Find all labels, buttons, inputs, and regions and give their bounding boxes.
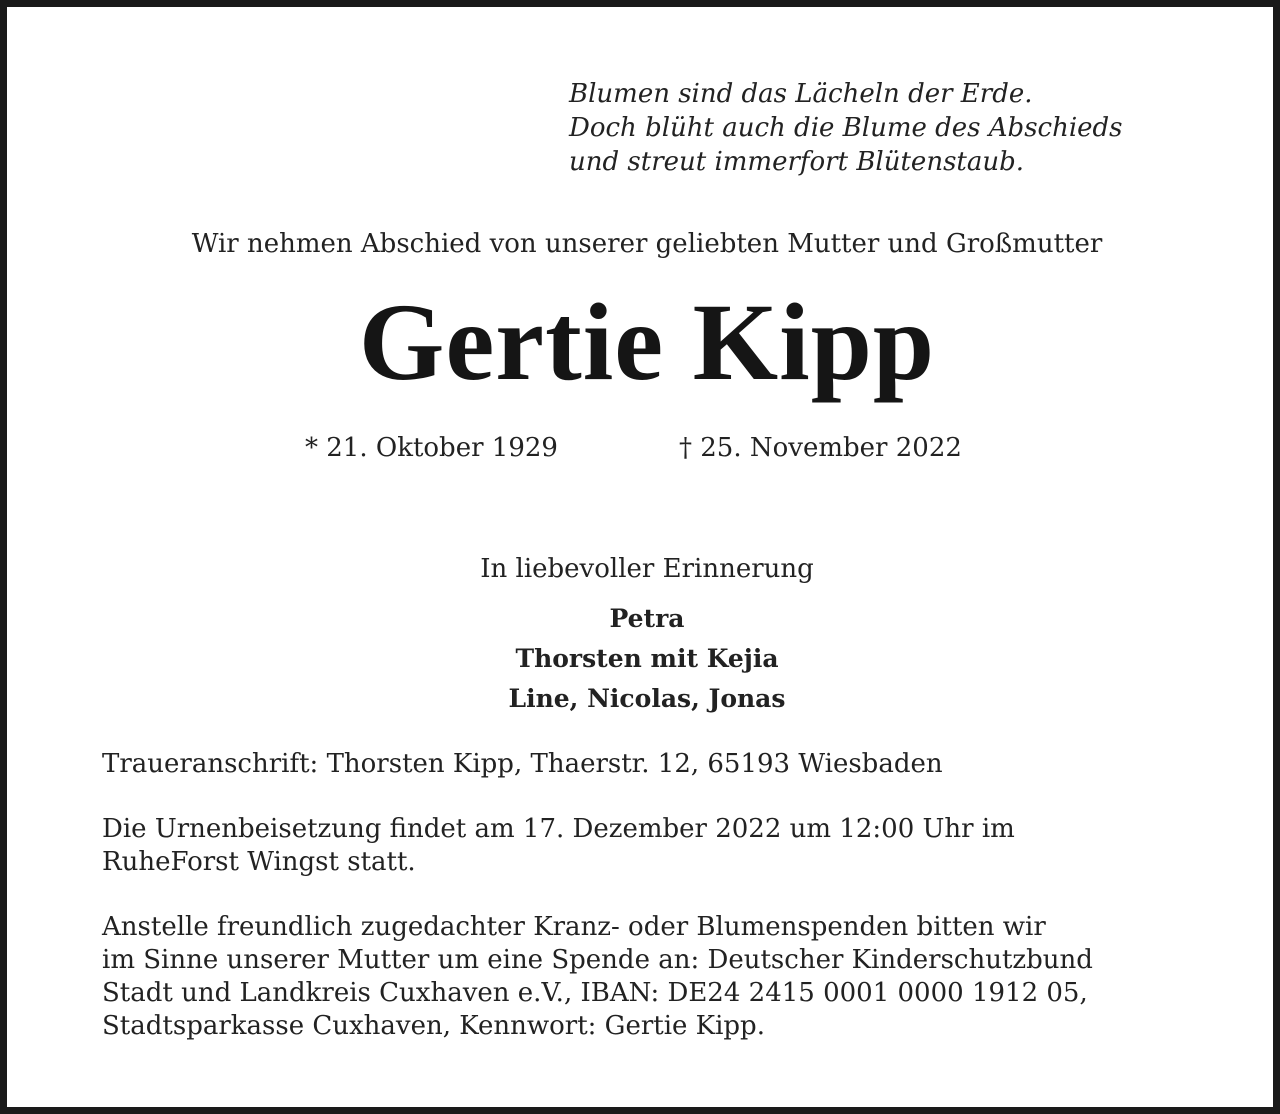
birth-date: * 21. Oktober 1929 [305, 433, 558, 463]
poem-line: Doch blüht auch die Blume des Abschieds [569, 113, 1123, 143]
poem-line: Blumen sind das Lächeln der Erde. [569, 79, 1033, 109]
signer-name: Line, Nicolas, Jonas [508, 684, 786, 713]
burial-line: RuheForst Wingst statt. [102, 847, 416, 877]
donation-notice [102, 911, 1212, 1043]
memory-line: In liebevoller Erinnerung [480, 554, 814, 584]
burial-line: Die Urnenbeisetzung findet am 17. Dezember 2022 um 12:00 Uhr im [102, 814, 1015, 844]
deceased-name: Gertie Kipp [358, 281, 936, 403]
signers-list [7, 599, 1280, 719]
donation-line: im Sinne unserer Mutter um eine Spende an: Deutscher Kinderschutzbund [102, 945, 1093, 975]
burial-notice [102, 813, 1212, 879]
signer-name: Thorsten mit Kejia [515, 644, 779, 673]
address-line: Traueranschrift: Thorsten Kipp, Thaerstr. 12, 65193 Wiesbaden [102, 749, 943, 779]
signer-name: Petra [609, 604, 685, 633]
donation-line: Stadtsparkasse Cuxhaven, Kennwort: Gertie Kipp. [102, 1011, 765, 1041]
donation-line: Anstelle freundlich zugedachter Kranz- oder Blumenspenden bitten wir [102, 912, 1046, 942]
death-date: † 25. November 2022 [679, 433, 962, 463]
intro-text: Wir nehmen Abschied von unserer geliebten Mutter und Großmutter [191, 229, 1103, 259]
poem-line: und streut immerfort Blütenstaub. [569, 147, 1025, 177]
poem [569, 77, 1123, 179]
donation-line: Stadt und Landkreis Cuxhaven e.V., IBAN: DE24 2415 0001 0000 1912 05, [102, 978, 1088, 1008]
mourning-address [102, 748, 1212, 781]
